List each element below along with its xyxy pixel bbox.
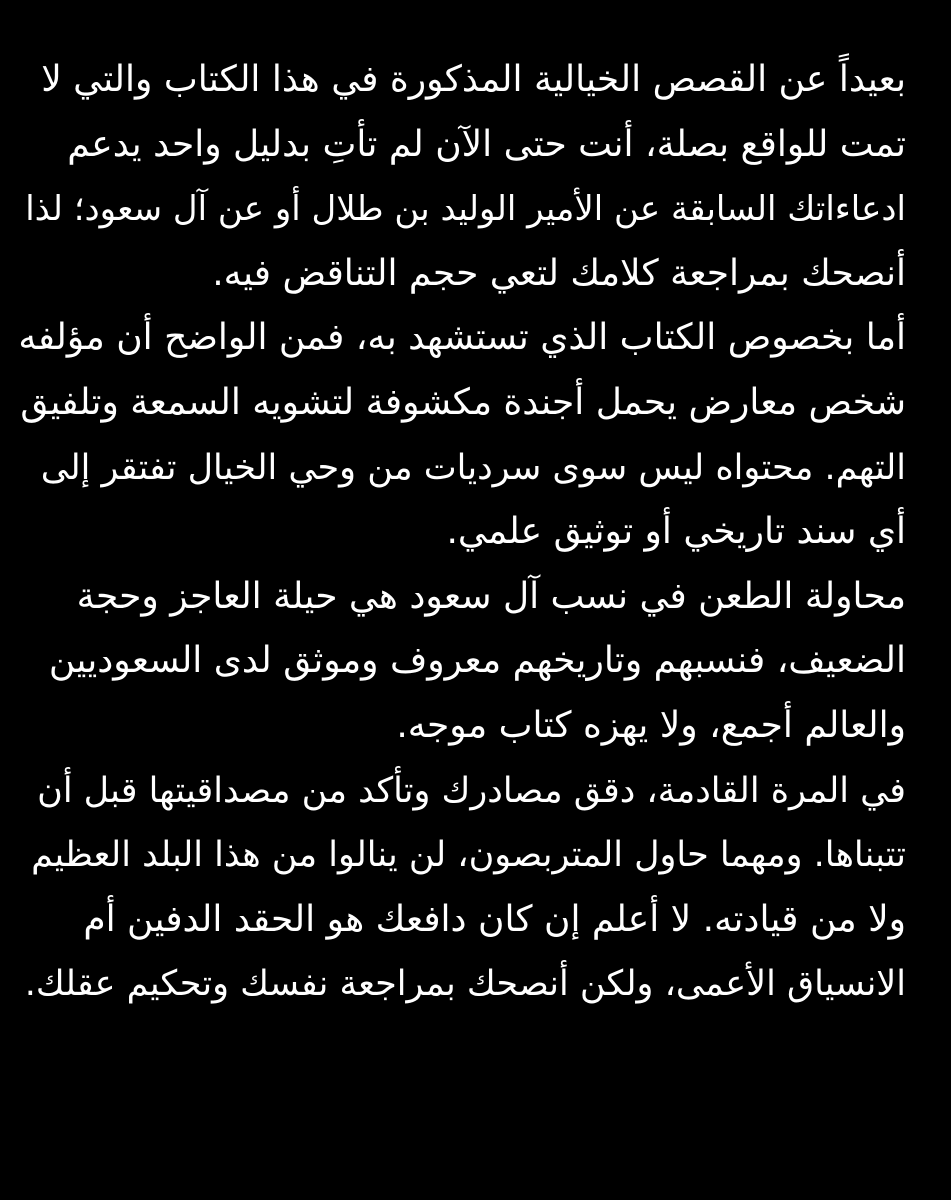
paragraph-1: [18, 48, 906, 306]
text-line: بعيداً عن القصص الخيالية المذكورة في هذا الكتاب والتي لا: [41, 59, 906, 100]
text-line: أي سند تاريخي أو توثيق علمي.: [446, 511, 906, 553]
text-line: أنصحك بمراجعة كلامك لتعي حجم التناقض فيه.: [212, 252, 906, 294]
paragraph-3: [18, 565, 906, 759]
text-line: التهم. محتواه ليس سوى سرديات من وحي الخيال تفتقر إلى: [40, 447, 906, 488]
text-line: شخص معارض يحمل أجندة مكشوفة لتشويه السمعة وتلفيق: [20, 381, 906, 423]
text-line: الانسياق الأعمى، ولكن أنصحك بمراجعة نفسك وتحكيم عقلك.: [24, 964, 906, 1005]
paragraph-4: [18, 759, 906, 1017]
text-line: تتبناها. ومهما حاول المتربصون، لن ينالوا من هذا البلد العظيم: [31, 835, 906, 876]
text-line: ولا من قيادته. لا أعلم إن كان دافعك هو الحقد الدفين أم: [83, 898, 906, 940]
text-line: الضعيف، فنسبهم وتاريخهم معروف وموثق لدى السعوديين: [48, 640, 906, 682]
text-line: ادعاءاتك السابقة عن الأمير الوليد بن طلال أو عن آل سعود؛ لذا: [25, 189, 906, 230]
text-line: تمت للواقع بصلة، أنت حتى الآن لم تأتِ بدليل واحد يدعم: [67, 123, 906, 165]
paragraph-2: [18, 306, 906, 564]
text-line: محاولة الطعن في نسب آل سعود هي حيلة العاجز وحجة: [76, 575, 906, 617]
text-line: والعالم أجمع، ولا يهزه كتاب موجه.: [396, 704, 906, 746]
note-text-body: [18, 48, 906, 1017]
text-line: في المرة القادمة، دقق مصادرك وتأكد من مصداقيتها قبل أن: [37, 770, 906, 811]
text-line: أما بخصوص الكتاب الذي تستشهد به، فمن الواضح أن مؤلفه: [18, 317, 906, 359]
